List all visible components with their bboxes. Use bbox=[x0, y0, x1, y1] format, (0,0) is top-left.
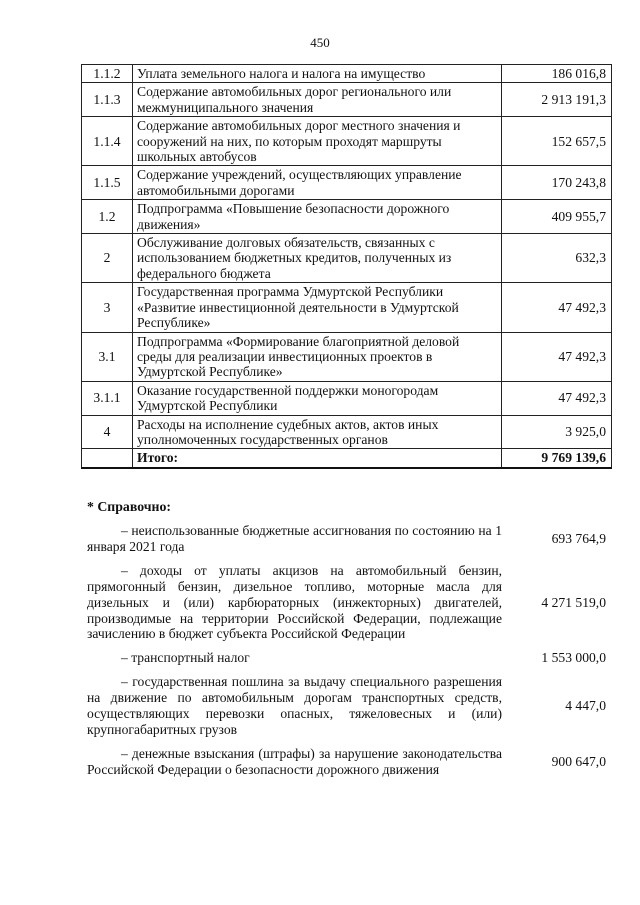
reference-item-amount: 693 764,9 bbox=[551, 530, 606, 546]
row-amount: 47 492,3 bbox=[502, 283, 612, 332]
reference-item-text: – транспортный налог bbox=[121, 650, 250, 666]
row-code: 2 bbox=[82, 234, 133, 283]
reference-item bbox=[81, 563, 611, 643]
row-name: Содержание автомобильных дорог местного значения и сооружений на них, по которым проходят маршруты школьных автобусов bbox=[133, 117, 502, 166]
reference-section bbox=[81, 499, 611, 778]
reference-item-text: – государственная пошлина за выдачу специального разрешения на движение по автомобильным дорогам транспортных средств, осуществляющих перевозки опасных, тяжеловесных и (или) крупногабаритных грузов bbox=[87, 674, 502, 738]
row-amount: 409 955,7 bbox=[502, 200, 612, 234]
row-name: Подпрограмма «Формирование благоприятной деловой среды для реализации инвестиционных проектов в Удмуртской Республике» bbox=[133, 332, 502, 381]
row-amount: 3 925,0 bbox=[502, 415, 612, 449]
table-row bbox=[82, 200, 612, 234]
reference-item-amount: 900 647,0 bbox=[551, 753, 606, 769]
row-code: 3.1 bbox=[82, 332, 133, 381]
row-name: Государственная программа Удмуртской Республики «Развитие инвестиционной деятельности в Удмуртской Республике» bbox=[133, 283, 502, 332]
row-amount: 152 657,5 bbox=[502, 117, 612, 166]
row-amount: 47 492,3 bbox=[502, 332, 612, 381]
table-row bbox=[82, 65, 612, 83]
table-row bbox=[82, 283, 612, 332]
row-name: Оказание государственной поддержки моногородам Удмуртской Республики bbox=[133, 381, 502, 415]
row-amount: 47 492,3 bbox=[502, 381, 612, 415]
reference-item-text: – доходы от уплаты акцизов на автомобильный бензин, прямогонный бензин, дизельное топливо, моторные масла для дизельных и (или) карбюраторных (инжекторных) двигателей, производимые на территории Российской Федерации, подлежащие зачислению в бюджет субъекта Российской Федерации bbox=[87, 562, 502, 642]
reference-item-amount: 1 553 000,0 bbox=[541, 650, 606, 666]
row-code: 1.1.4 bbox=[82, 117, 133, 166]
reference-item bbox=[81, 674, 611, 738]
row-code: 1.1.3 bbox=[82, 83, 133, 117]
total-label: Итого: bbox=[133, 449, 502, 468]
row-code: 3 bbox=[82, 283, 133, 332]
table-row bbox=[82, 117, 612, 166]
reference-item-text: – денежные взыскания (штрафы) за нарушение законодательства Российской Федерации о безопасности дорожного движения bbox=[87, 745, 502, 777]
row-code: 3.1.1 bbox=[82, 381, 133, 415]
total-amount: 9 769 139,6 bbox=[502, 449, 612, 468]
page-number: 450 bbox=[310, 35, 330, 50]
row-name: Подпрограмма «Повышение безопасности дорожного движения» bbox=[133, 200, 502, 234]
reference-item bbox=[81, 746, 611, 778]
row-code: 4 bbox=[82, 415, 133, 449]
table-row bbox=[82, 381, 612, 415]
table-row bbox=[82, 83, 612, 117]
row-amount: 2 913 191,3 bbox=[502, 83, 612, 117]
total-row bbox=[82, 449, 612, 468]
row-code: 1.1.2 bbox=[82, 65, 133, 83]
reference-item bbox=[81, 650, 611, 666]
row-name: Расходы на исполнение судебных актов, актов иных уполномоченных государственных органов bbox=[133, 415, 502, 449]
budget-table bbox=[81, 64, 612, 469]
table-row bbox=[82, 332, 612, 381]
row-name: Обслуживание долговых обязательств, связанных с использованием бюджетных кредитов, полученных из федерального бюджета bbox=[133, 234, 502, 283]
row-amount: 170 243,8 bbox=[502, 166, 612, 200]
row-name: Содержание учреждений, осуществляющих управление автомобильными дорогами bbox=[133, 166, 502, 200]
table-row bbox=[82, 234, 612, 283]
row-code: 1.1.5 bbox=[82, 166, 133, 200]
row-name: Уплата земельного налога и налога на имущество bbox=[133, 65, 502, 83]
total-code-cell bbox=[82, 449, 133, 468]
row-amount: 186 016,8 bbox=[502, 65, 612, 83]
row-name: Содержание автомобильных дорог регионального или межмуниципального значения bbox=[133, 83, 502, 117]
reference-item-amount: 4 447,0 bbox=[565, 698, 606, 714]
table-row bbox=[82, 166, 612, 200]
table-row bbox=[82, 415, 612, 449]
reference-item-amount: 4 271 519,0 bbox=[541, 594, 606, 610]
row-code: 1.2 bbox=[82, 200, 133, 234]
reference-item-text: – неиспользованные бюджетные ассигнования по состоянию на 1 января 2021 года bbox=[87, 523, 502, 554]
reference-heading: * Справочно: bbox=[87, 499, 171, 514]
row-amount: 632,3 bbox=[502, 234, 612, 283]
reference-item bbox=[81, 523, 611, 555]
